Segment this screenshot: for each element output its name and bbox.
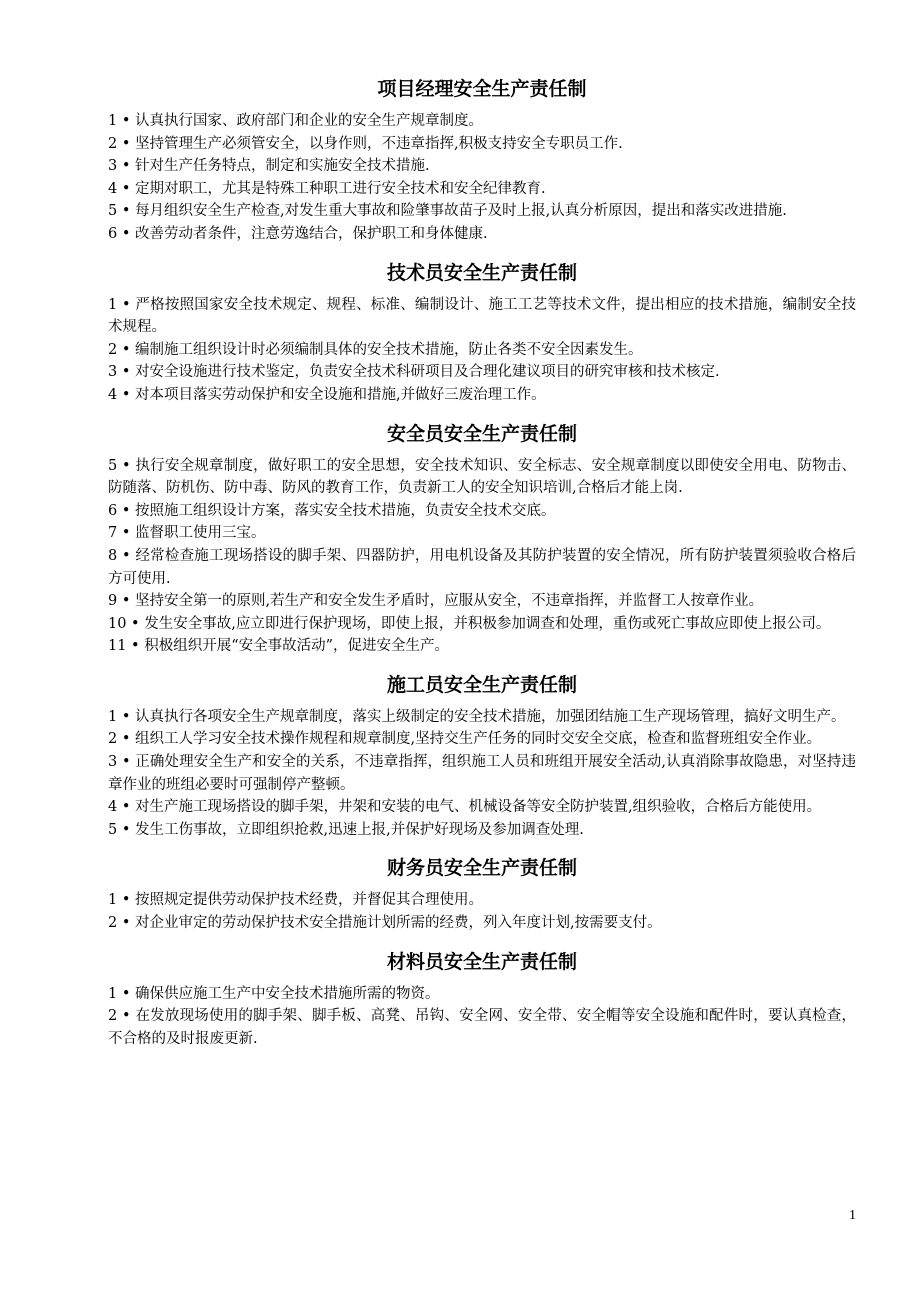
- item-number: 5 •: [108, 457, 131, 474]
- item-number: 10 •: [108, 615, 140, 632]
- item-text: 对生产施工现场搭设的脚手架，井架和安装的电气、机械设备等安全防护装置,组织验收，合格后方能使用。: [135, 799, 822, 816]
- item-text: 改善劳动者条件，注意劳逸结合，保护职工和身体健康.: [135, 225, 488, 242]
- list-item: [108, 223, 856, 246]
- item-number: 2 •: [108, 135, 131, 152]
- item-number: 2 •: [108, 1008, 131, 1025]
- section-title: 安全员安全生产责任制: [386, 422, 577, 445]
- section: [108, 670, 856, 842]
- item-text: 发生安全事故,应立即进行保护现场，即使上报，并积极参加调查和处理，重伤或死亡事故应即使上报公司。: [144, 615, 831, 632]
- section-title: 财务员安全生产责任制: [386, 857, 577, 880]
- item-text: 按照施工组织设计方案，落实安全技术措施，负责安全技术交底。: [135, 502, 556, 519]
- section-title: 项目经理安全生产责任制: [377, 78, 587, 100]
- list-item: [108, 545, 856, 590]
- item-number: 1 •: [108, 985, 131, 1002]
- list-item: [108, 339, 856, 362]
- item-number: 3 •: [108, 158, 131, 175]
- list-item: [108, 155, 856, 178]
- item-text: 认真执行各项安全生产规章制度，落实上级制定的安全技术措施，加强团结施工生产现场管理，搞好文明生产。: [135, 708, 846, 725]
- page-number: 1: [849, 1208, 856, 1223]
- item-text: 对本项目落实劳动保护和安全设施和措施,并做好三废治理工作。: [135, 386, 546, 403]
- item-number: 7 •: [108, 525, 131, 542]
- list-item: [108, 1005, 856, 1050]
- list-item: [108, 728, 856, 751]
- list-item: [108, 751, 856, 796]
- item-number: 6 •: [108, 502, 131, 519]
- item-number: 5 •: [108, 821, 131, 838]
- document-body: [108, 74, 856, 1050]
- list-item: [108, 361, 856, 384]
- section: [108, 853, 856, 934]
- section: [108, 947, 856, 1051]
- section: [108, 258, 856, 407]
- item-text: 认真执行国家、政府部门和企业的安全生产规章制度。: [135, 113, 483, 129]
- list-item: [108, 889, 856, 912]
- item-number: 4 •: [108, 180, 131, 197]
- item-number: 2 •: [108, 915, 131, 932]
- item-number: 2 •: [108, 731, 131, 748]
- list-item: [108, 178, 856, 201]
- list-item: [108, 819, 856, 842]
- list-item: [108, 983, 856, 1006]
- section-title: 技术员安全生产责任制: [386, 261, 577, 284]
- item-number: 11 •: [108, 638, 140, 655]
- item-number: 5 •: [108, 203, 131, 220]
- list-item: [108, 590, 856, 613]
- item-text: 坚持安全第一的原则,若生产和安全发生矛盾时，应服从安全，不违章指挥，并监督工人按章作业。: [135, 593, 764, 610]
- list-item: [108, 110, 856, 133]
- section: [108, 419, 856, 658]
- item-text: 确保供应施工生产中安全技术措施所需的物资。: [135, 985, 440, 1002]
- section: [108, 74, 856, 246]
- item-text: 监督职工使用三宝。: [135, 525, 266, 542]
- item-text: 组织工人学习安全技术操作规程和规章制度,坚持交生产任务的同时交安全交底，检查和监督班组安全作业。: [135, 731, 822, 748]
- item-number: 3 •: [108, 364, 131, 381]
- list-item: [108, 796, 856, 819]
- list-item: [108, 200, 856, 223]
- item-text: 正确处理安全生产和安全的关系，不违章指挥，组织施工人员和班组开展安全活动,认真消除事故隐患，对坚持违章作业的班组必要时可强制停产整顿。: [108, 754, 857, 793]
- list-item: [108, 706, 856, 729]
- list-item: [108, 455, 856, 500]
- item-number: 1 •: [108, 296, 131, 313]
- item-text: 编制施工组织设计时必须编制具体的安全技术措施，防止各类不安全因素发生。: [135, 341, 643, 358]
- section-title: 材料员安全生产责任制: [386, 950, 577, 973]
- item-number: 4 •: [108, 386, 131, 403]
- list-item: [108, 500, 856, 523]
- item-text: 按照规定提供劳动保护技术经费，并督促其合理使用。: [135, 892, 483, 909]
- section-title: 施工员安全生产责任制: [386, 673, 577, 696]
- item-text: 定期对职工，尤其是特殊工种职工进行安全技术和安全纪律教育.: [135, 180, 546, 197]
- list-item: [108, 635, 856, 658]
- list-item: [108, 613, 856, 636]
- list-item: [108, 133, 856, 156]
- item-number: 8 •: [108, 547, 131, 564]
- list-item: [108, 912, 856, 935]
- item-number: 1 •: [108, 708, 131, 725]
- item-text: 严格按照国家安全技术规定、规程、标准、编制设计、施工工艺等技术文件，提出相应的技术措施，编制安全技术规程。: [108, 296, 857, 336]
- item-text: 在发放现场使用的脚手架、脚手板、高凳、吊钩、安全网、安全带、安全帽等安全设施和配件时，要认真检查，不合格的及时报废更新.: [108, 1008, 857, 1047]
- item-number: 6 •: [108, 225, 131, 242]
- item-number: 2 •: [108, 341, 131, 358]
- list-item: [108, 384, 856, 407]
- item-text: 经常检查施工现场搭设的脚手架、四器防护，用电机设备及其防护装置的安全情况，所有防护装置须验收合格后方可使用.: [108, 547, 857, 587]
- list-item: [108, 522, 856, 545]
- item-number: 1 •: [108, 892, 131, 909]
- item-text: 发生工伤事故，立即组织抢救,迅速上报,并保护好现场及参加调查处理.: [135, 821, 584, 838]
- item-text: 执行安全规章制度，做好职工的安全思想，安全技术知识、安全标志、安全规章制度以即使安全用电、防物击、防随落、防机伤、防中毒、防风的教育工作，负责新工人的安全知识培训,合格后才能上岗.: [108, 457, 857, 497]
- item-text: 针对生产任务特点，制定和实施安全技术措施.: [135, 158, 430, 175]
- item-text: 积极组织开展“安全事故活动”，促进安全生产。: [144, 638, 450, 655]
- item-number: 1 •: [108, 113, 131, 129]
- item-number: 4 •: [108, 799, 131, 816]
- item-number: 9 •: [108, 593, 131, 610]
- item-text: 对安全设施进行技术鉴定，负责安全技术科研项目及合理化建议项目的研究审核和技术核定.: [135, 364, 720, 381]
- item-text: 每月组织安全生产检查,对发生重大事故和险肇事故苗子及时上报,认真分析原因，提出和落实改进措施.: [135, 203, 787, 220]
- item-number: 3 •: [108, 754, 131, 771]
- item-text: 对企业审定的劳动保护技术安全措施计划所需的经费，列入年度计划,按需要支付。: [135, 915, 662, 932]
- item-text: 坚持管理生产必须管安全，以身作则，不违章指挥,积极支持安全专职员工作.: [135, 135, 623, 152]
- list-item: [108, 294, 856, 339]
